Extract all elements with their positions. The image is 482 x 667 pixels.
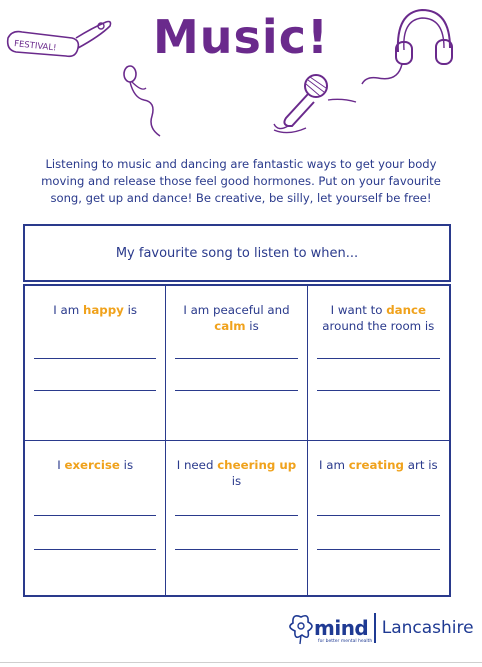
intro-paragraph: Listening to music and dancing are fantastic ways to get your body moving and release those feel good hormones. Put on your favourite song, get up and dance! Be creative, be silly, let yourself be free!	[41, 157, 441, 205]
table-header	[23, 224, 451, 282]
answer-line[interactable]	[34, 515, 156, 516]
prompt-text: I am happy is	[53, 303, 138, 317]
prompt-cell-happy	[25, 286, 166, 441]
prompt-text: I am creating art is	[318, 457, 438, 472]
prompt-text: I need cheering up is	[176, 457, 297, 488]
prompt-text: I want to dance around the room is	[322, 303, 435, 333]
festival-wristband-icon	[2, 8, 122, 63]
answer-line[interactable]	[34, 358, 156, 359]
prompt-highlight: calm	[214, 319, 246, 333]
prompt-cell-calm	[166, 286, 307, 441]
logo-brand: mind	[314, 616, 369, 640]
answer-line[interactable]	[317, 390, 440, 391]
answer-line[interactable]	[175, 549, 297, 550]
answer-line[interactable]	[317, 358, 440, 359]
page-title: Music!	[153, 10, 329, 64]
mind-lancashire-logo	[288, 608, 474, 648]
microphone-icon	[268, 70, 368, 142]
answer-line[interactable]	[175, 390, 297, 391]
prompt-highlight: dance	[386, 303, 426, 317]
prompt-cell-creating	[308, 441, 449, 596]
prompt-highlight: creating	[348, 457, 404, 472]
logo-region: Lancashire	[381, 618, 474, 638]
answer-line[interactable]	[34, 390, 156, 391]
answer-line[interactable]	[34, 549, 156, 550]
prompt-cell-dance	[308, 286, 449, 441]
headphones-icon	[358, 2, 458, 92]
bottom-divider	[0, 662, 482, 663]
prompt-highlight: exercise	[64, 457, 120, 472]
answer-line[interactable]	[317, 549, 440, 550]
prompt-highlight: happy	[82, 303, 124, 317]
prompt-cell-cheering-up	[166, 441, 307, 596]
song-prompt-grid	[23, 284, 451, 597]
prompt-text: I am peaceful and calm is	[183, 303, 290, 333]
answer-line[interactable]	[317, 515, 440, 516]
wristband-text: FESTIVAL!	[13, 39, 57, 54]
logo-tagline: for better mental health	[318, 639, 373, 644]
answer-line[interactable]	[175, 515, 297, 516]
table-header-text: My favourite song to listen to when...	[115, 245, 359, 261]
answer-line[interactable]	[175, 358, 297, 359]
prompt-highlight: cheering up	[217, 457, 297, 472]
logo-divider	[374, 613, 376, 643]
earphones-icon	[112, 58, 172, 143]
prompt-cell-exercise	[25, 441, 166, 596]
mind-flower-icon	[288, 611, 314, 645]
prompt-text: I exercise is	[57, 457, 134, 472]
